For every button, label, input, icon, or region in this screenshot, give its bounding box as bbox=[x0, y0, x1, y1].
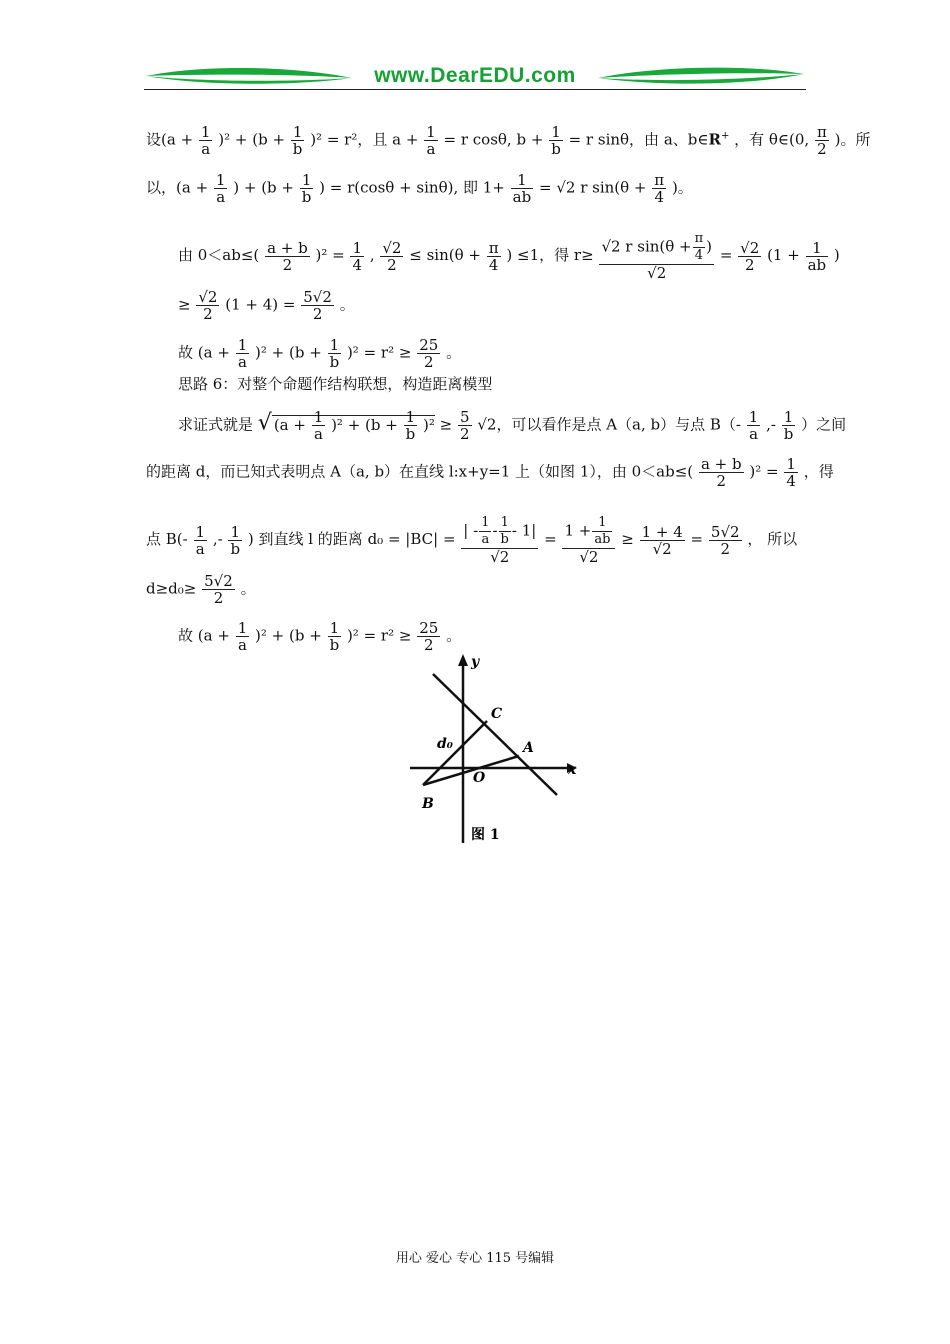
sqrt-expression: (a + $\frac{1}{a}$ )² + (b + $\frac{1}{b}$ )² bbox=[273, 408, 435, 443]
section-heading: 思路 6：对整个命题作结构联想，构造距离模型 bbox=[178, 375, 493, 393]
text-fragment: ≤ sin(θ + bbox=[409, 246, 481, 264]
fraction: $\frac{25}{2}$ bbox=[419, 336, 439, 371]
fraction: $\frac{1}{4}$ bbox=[786, 455, 796, 490]
fraction: $\frac{\pi}{4}$ bbox=[488, 238, 499, 274]
text-fragment: ,- bbox=[212, 530, 223, 548]
fraction: $\frac{1}{a}$ bbox=[215, 171, 226, 206]
text-fragment: ) ≤1，得 r≥ bbox=[506, 246, 594, 264]
text-fragment: 求证式就是 bbox=[178, 415, 254, 434]
text-line-8 bbox=[146, 456, 834, 489]
text-fragment: ≥ bbox=[178, 295, 191, 314]
fraction-big: 1 + $\frac{1}{ab}$ √2 bbox=[562, 515, 615, 565]
fraction: $\frac{1}{a}$ bbox=[200, 123, 211, 158]
text-fragment: 。 bbox=[339, 295, 355, 314]
fraction: $\frac{\pi}{4}$ bbox=[654, 171, 665, 206]
label-y: y bbox=[471, 654, 480, 670]
text-fragment: )² = r² ≥ bbox=[346, 626, 412, 645]
text-line-5 bbox=[178, 337, 461, 370]
geometry-diagram bbox=[405, 648, 595, 848]
text-fragment: )² = bbox=[749, 462, 779, 481]
text-line-6 bbox=[178, 374, 492, 394]
fraction: $\frac{1}{b}$ bbox=[551, 123, 561, 158]
superscript: + bbox=[720, 130, 730, 142]
text-fragment: 故 (a + bbox=[178, 343, 230, 362]
text-fragment: ，有 θ∈(0, bbox=[734, 130, 810, 149]
fraction: $\frac{5√2}{2}$ bbox=[303, 288, 332, 323]
label-a: A bbox=[523, 740, 534, 756]
fraction: $\frac{√2}{2}$ bbox=[382, 238, 402, 274]
text-line-3 bbox=[178, 231, 840, 281]
text-fragment: ) + (b + bbox=[233, 178, 294, 197]
fraction: $\frac{1}{b}$ bbox=[292, 123, 303, 158]
text-fragment: )² + (b + bbox=[218, 130, 286, 149]
header-rule bbox=[144, 89, 806, 90]
text-fragment: 。 bbox=[446, 626, 462, 645]
figure-caption: 图 1 bbox=[471, 827, 500, 843]
fraction: $\frac{1}{a}$ bbox=[426, 123, 436, 158]
text-fragment: )² + (b + bbox=[255, 343, 322, 362]
fraction: $\frac{1}{4}$ bbox=[352, 238, 363, 274]
text-fragment: = bbox=[719, 246, 733, 264]
text-fragment: (1 + 4) = bbox=[225, 295, 296, 314]
text-fragment: )。 bbox=[671, 178, 693, 197]
text-fragment: )² = bbox=[315, 246, 345, 264]
text-line-7: 求证式就是 √ (a + $\frac{1}{a}$ )² + (b + $\frac{1}{b}$ )² ≥ $\frac{5}{2}$ √2，可以看作是点 A（a, b）与点 B（- $\frac{1}{a}$ ,- $\frac{1}{b}$ ）之间 bbox=[178, 408, 847, 443]
fraction: $\frac{1}{b}$ bbox=[329, 336, 340, 371]
text-fragment: = r sinθ，由 a、b∈ bbox=[568, 130, 709, 149]
text-fragment: ) = r(cosθ + sinθ), 即 1+ bbox=[319, 178, 505, 197]
text-line-10 bbox=[146, 573, 256, 606]
fraction: $\frac{1}{ab}$ bbox=[807, 238, 827, 274]
text-fragment: ) bbox=[833, 246, 840, 264]
label-x: x bbox=[568, 762, 577, 778]
fraction: $\frac{a + b}{2}$ bbox=[700, 455, 742, 490]
text-fragment: 以，(a + bbox=[146, 178, 209, 197]
text-fragment: 故 (a + bbox=[178, 626, 230, 645]
label-d0: d₀ bbox=[437, 736, 453, 752]
text-fragment: 点 B(- bbox=[146, 530, 188, 548]
page-footer: 用心 爱心 专心 115 号编辑 bbox=[395, 1251, 555, 1266]
site-banner: www.DearEDU.com bbox=[374, 64, 576, 87]
fraction: $\frac{1}{a}$ bbox=[195, 522, 206, 558]
fraction: $\frac{a + b}{2}$ bbox=[267, 238, 308, 274]
text-fragment: )² = r²，且 a + bbox=[310, 130, 419, 149]
fraction: $\frac{1}{b}$ bbox=[230, 522, 241, 558]
label-c: C bbox=[491, 706, 503, 722]
fraction: $\frac{√2}{2}$ bbox=[740, 238, 760, 274]
label-b: B bbox=[422, 796, 434, 812]
text-fragment: 的距离 d，而已知式表明点 A（a, b）在直线 l:x+y=1 上（如图 1），由 0＜ab≤( bbox=[146, 462, 694, 481]
fraction: $\frac{25}{2}$ bbox=[419, 619, 439, 654]
text-fragment: 设(a + bbox=[146, 130, 194, 149]
text-line-2 bbox=[146, 172, 693, 205]
text-fragment: 由 0＜ab≤( bbox=[178, 246, 260, 264]
text-fragment: ) 到直线 l 的距离 d₀ = |BC| = bbox=[247, 530, 456, 548]
text-fragment: = r cosθ, b + bbox=[443, 130, 544, 149]
text-fragment: 。 bbox=[446, 343, 462, 362]
text-fragment: ≥ bbox=[621, 530, 634, 548]
text-line-4 bbox=[178, 289, 355, 322]
fraction: $\frac{1 + 4}{√2}$ bbox=[641, 522, 683, 558]
fraction: $\frac{1}{b}$ bbox=[329, 619, 340, 654]
text-fragment: )² = r² ≥ bbox=[346, 343, 412, 362]
fraction: $\frac{1}{a}$ bbox=[237, 619, 248, 654]
fraction: $\frac{√2}{2}$ bbox=[198, 288, 218, 323]
text-fragment: )。所 bbox=[834, 130, 871, 149]
label-o: O bbox=[473, 770, 486, 786]
fraction-big: √2 r sin(θ + $\frac{\pi}{4}$ ) √2 bbox=[601, 231, 713, 282]
text-fragment: = bbox=[544, 530, 557, 548]
text-fragment: ， 所以 bbox=[747, 530, 798, 548]
fraction-big: | - $\frac{1}{a}$ - $\frac{1}{b}$ - 1| √2 bbox=[463, 515, 537, 566]
figure-1 bbox=[405, 648, 595, 848]
text-fragment: 。 bbox=[240, 579, 256, 598]
fraction: $\frac{1}{a}$ bbox=[237, 336, 248, 371]
fraction: $\frac{1}{b}$ bbox=[783, 408, 794, 443]
text-fragment: = √2 r sin(θ + bbox=[538, 178, 647, 197]
text-fragment: d≥d₀≥ bbox=[146, 579, 197, 598]
text-line-9 bbox=[146, 515, 797, 565]
text-line-1 bbox=[146, 124, 870, 157]
text-fragment: ≥ bbox=[439, 415, 453, 434]
fraction: $\frac{1}{b}$ bbox=[301, 171, 312, 206]
text-fragment: (1 + bbox=[767, 246, 800, 264]
fraction: $\frac{5√2}{2}$ bbox=[710, 522, 740, 558]
fraction: $\frac{1}{ab}$ bbox=[512, 171, 532, 206]
text-fragment: ，得 bbox=[803, 462, 834, 481]
text-fragment: √2，可以看作是点 A（a, b）与点 B（- bbox=[477, 415, 742, 434]
text-fragment: ）之间 bbox=[801, 415, 847, 434]
text-fragment: , bbox=[369, 246, 375, 264]
fraction: $\frac{1}{a}$ bbox=[748, 408, 759, 443]
text-fragment: = bbox=[690, 530, 704, 548]
text-fragment: ,- bbox=[766, 415, 776, 434]
reals-symbol: R bbox=[708, 130, 721, 149]
fraction: $\frac{5}{2}$ bbox=[460, 408, 470, 443]
fraction: $\frac{\pi}{2}$ bbox=[816, 123, 827, 158]
y-axis-arrow bbox=[458, 654, 468, 666]
page-header bbox=[144, 62, 806, 92]
fraction: $\frac{5√2}{2}$ bbox=[204, 572, 233, 607]
text-fragment: )² + (b + bbox=[255, 626, 322, 645]
